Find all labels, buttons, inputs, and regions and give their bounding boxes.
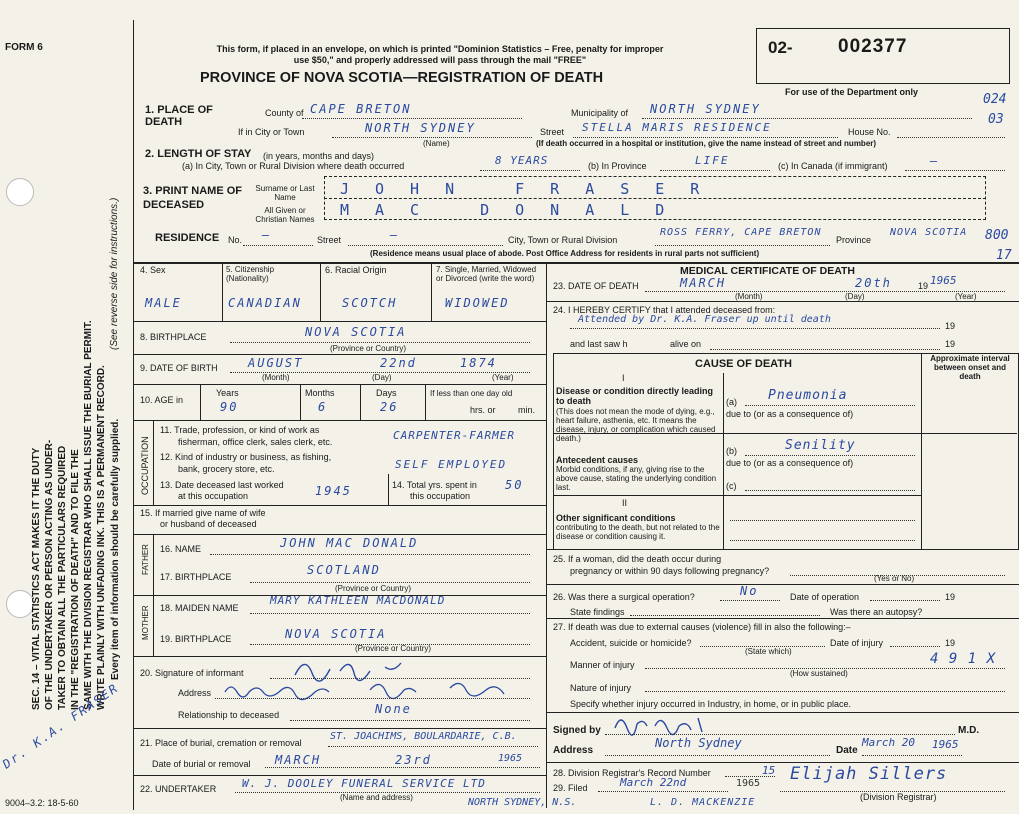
age-years-label: Years (216, 388, 239, 398)
q25-label: 25. If a woman, did the death occur during (553, 554, 722, 564)
side-text-line4: IN THE "REGISTRATION OF DEATH" AND TO FILE THE (70, 449, 81, 710)
age-div-3 (425, 385, 426, 420)
occupation-13b-label: at this occupation (178, 491, 249, 501)
address-line (605, 755, 830, 756)
q28-label: 28. Division Registrar's Record Number (553, 768, 711, 778)
city-value: NORTH SYDNEY (365, 121, 476, 135)
punch-hole-top (6, 178, 34, 206)
q26-date-line (870, 600, 940, 601)
center-divider (546, 263, 547, 808)
death-date-label: 23. DATE OF DEATH (553, 281, 639, 291)
roman-1: I (622, 373, 625, 383)
occupation-14-value: 50 (505, 478, 524, 492)
death-date-day: 20th (855, 276, 892, 290)
date-injury-line (890, 646, 940, 647)
residence-city-line (655, 245, 830, 246)
city-label: If in City or Town (238, 127, 305, 137)
q26-line (720, 600, 780, 601)
occupation-12-label: 12. Kind of industry or business, as fishing, (160, 452, 332, 462)
other-line-2 (730, 540, 915, 541)
county-line (302, 118, 522, 119)
county-label: County of (265, 108, 304, 118)
dept-code-4: 17 (996, 248, 1012, 263)
mother-side-div (153, 596, 154, 656)
residence-city-value: ROSS FERRY, CAPE BRETON (660, 227, 822, 238)
dob-year: 1874 (460, 356, 497, 370)
row9-bottom (134, 384, 546, 385)
stay-b-line (660, 170, 770, 171)
dept-code-1: 024 (983, 92, 1007, 107)
mother-bp-label: 19. BIRTHPLACE (160, 634, 232, 644)
q26-date-label: Date of operation (790, 592, 860, 602)
state-which-caption: (State which) (745, 647, 792, 656)
other-conditions-note: contributing to the death, but not related to the disease or condition causing it. (556, 523, 720, 541)
age-label: 10. AGE in (140, 395, 184, 405)
address-label: Address (553, 745, 594, 756)
nature-label: Nature of injury (570, 683, 632, 693)
cause-b-due: due to (or as a consequence of) (726, 458, 854, 468)
disease-label: Disease or condition directly leading to death (556, 386, 714, 406)
date-label: Date (836, 745, 858, 756)
date-injury-year-prefix: 19 (945, 638, 956, 648)
occupation-13-value: 1945 (315, 484, 352, 498)
race-label: 6. Racial Origin (325, 265, 387, 275)
q25-yes-no: (Yes or No) (874, 574, 915, 583)
side-text-line7: (See reverse side for instructions.) (109, 197, 120, 350)
antecedent-label: Antecedent causes (556, 455, 639, 465)
stay-label: 2. LENGTH OF STAY (145, 148, 252, 160)
certify-label: 24. I HEREBY CERTIFY that I attended deceased from: (553, 305, 776, 315)
residence-prov-label: Province (836, 235, 872, 245)
city-name-caption: (Name) (423, 139, 450, 148)
certify-line (570, 328, 940, 329)
birthplace-label: 8. BIRTHPLACE (140, 332, 207, 342)
father-bp-caption: (Province or Country) (335, 584, 412, 593)
death-date-line (645, 291, 1005, 292)
physician-signature (610, 710, 720, 736)
age-div-1 (300, 385, 301, 420)
cause-a-line (745, 405, 915, 406)
burial-date-year: 1965 (498, 753, 523, 764)
registrar-name: L. D. MACKENZIE (650, 797, 756, 808)
autopsy-label: Was there an autopsy? (830, 607, 923, 617)
mother-side-label: MOTHER (141, 605, 150, 640)
residence-no-label: No. (228, 235, 243, 245)
burial-date-month: MARCH (275, 753, 322, 767)
municipality-label: Municipality of (571, 108, 629, 118)
age-min-label: min. (518, 405, 536, 415)
q26-label: 26. Was there a surgical operation? (553, 592, 695, 602)
occupation-11-label: 11. Trade, profession, or kind of work as (160, 425, 320, 435)
stay-c-label: (c) In Canada (if immigrant) (778, 161, 888, 171)
q29-line (598, 791, 728, 792)
informant-bottom (134, 728, 546, 729)
footer-code: 9004–3.2: 18-5-60 (5, 798, 79, 808)
physician-date: March 20 (862, 736, 915, 749)
date-line (862, 755, 962, 756)
row4-div-1 (222, 263, 223, 321)
page-title: PROVINCE OF NOVA SCOTIA—REGISTRATION OF DEATH (200, 70, 604, 86)
punch-hole-bottom (6, 590, 34, 618)
occupation-side-label: OCCUPATION (140, 436, 150, 495)
stay-b-value: LIFE (695, 154, 730, 167)
county-value: CAPE BRETON (310, 102, 412, 116)
row4-div-3 (431, 263, 432, 321)
certify-year-prefix-1: 19 (945, 321, 956, 331)
sex-value: MALE (145, 296, 182, 310)
occupation-11-value: CARPENTER-FARMER (393, 429, 515, 442)
stay-c-value: — (930, 154, 940, 168)
relationship-line (290, 720, 530, 721)
death-day-caption: (Day) (845, 292, 865, 301)
side-text-line1: SEC. 14 – VITAL STATISTICS ACT MAKES IT THE DUTY (31, 447, 42, 710)
residence-street-value: — (390, 228, 400, 242)
certify-line-2 (710, 349, 940, 350)
stay-sub: (in years, months and days) (263, 151, 375, 161)
signed-by-label: Signed by (553, 725, 601, 736)
age-months-value: 6 (318, 400, 328, 414)
physician-address: North Sydney (655, 736, 742, 750)
row15-bottom (134, 534, 546, 535)
dob-year-caption: (Year) (492, 373, 514, 382)
cause-row-ii-top (553, 495, 921, 496)
cause-title: CAUSE OF DEATH (695, 358, 792, 370)
mother-name-line (250, 613, 530, 614)
cause-row-a-bottom (553, 433, 1017, 434)
medical-title: MEDICAL CERTIFICATE OF DEATH (680, 265, 855, 277)
cause-a-label: (a) (726, 397, 737, 407)
row8-bottom (134, 354, 546, 355)
side-text-line2: OF THE UNDERTAKER OR PERSON ACTING AS UNDER- (44, 439, 55, 710)
registrar-signature: Elijah Sillers (790, 764, 948, 784)
signature-bottom (547, 762, 1019, 763)
residence-street-line (348, 245, 503, 246)
occupation-12b-label: bank, grocery store, etc. (178, 464, 275, 474)
dob-day-caption: (Day) (372, 373, 392, 382)
cause-box-bottom (547, 549, 1019, 550)
residence-note: (Residence means usual place of abode. Post Office Address for residents in rural parts not sufficient) (370, 249, 760, 258)
med-row23-bottom (547, 301, 1019, 302)
dept-code-2: 03 (988, 112, 1004, 127)
death-date-year: 1965 (930, 274, 957, 287)
occupation-13-label: 13. Date deceased last worked (160, 480, 284, 490)
disease-note: (This does not mean the mode of dying, e.g., heart failure, asthenia, etc. It means the disease, injury, or complication which caused death.) (556, 407, 716, 443)
cause-b-value: Senility (785, 438, 856, 453)
cause-b-line (745, 455, 915, 456)
signed-by-line (605, 734, 955, 735)
street-line (573, 137, 838, 138)
house-label: House No. (848, 127, 891, 137)
age-days-label: Days (376, 388, 397, 398)
occupation-11b-label: fisherman, office clerk, sales clerk, etc. (178, 437, 333, 447)
cause-b-label: (b) (726, 446, 737, 456)
date-injury-label: Date of injury (830, 638, 884, 648)
surname-value: JOHN FRASER (340, 180, 726, 198)
stay-a-line (480, 170, 580, 171)
occupation-14-div (388, 474, 389, 505)
side-text-line6: WRITE PLAINLY WITH UNFADING INK. THIS IS A PERMANENT RECORD. (96, 365, 107, 710)
age-years-value: 90 (220, 400, 239, 414)
burial-place-label: 21. Place of burial, cremation or removal (140, 738, 302, 748)
left-border (133, 20, 134, 810)
father-name-label: 16. NAME (160, 544, 202, 554)
dept-code-3: 800 (985, 228, 1009, 243)
municipality-value: NORTH SYDNEY (650, 102, 761, 116)
wife-label-1: 15. If married give name of wife (140, 508, 266, 518)
age-hrs-label: hrs. or (470, 405, 496, 415)
q28-line (725, 776, 775, 777)
marital-value: WIDOWED (445, 296, 510, 310)
envelope-note-1: This form, if placed in an envelope, on which is printed "Dominion Statistics – Free, penalty for improper (216, 44, 664, 54)
marital-label: 7. Single, Married, Widowed or Divorced (write the word) (436, 265, 537, 283)
hospital-note: (If death occurred in a hospital or institution, give the name instead of street and number) (536, 139, 877, 148)
nature-line (645, 691, 1005, 692)
relationship-label: Relationship to deceased (178, 710, 280, 720)
age-months-label: Months (305, 388, 335, 398)
father-bp-value: SCOTLAND (307, 563, 381, 577)
certify-year-prefix-2: 19 (945, 339, 956, 349)
undertaker-label: 22. UNDERTAKER (140, 784, 217, 794)
undertaker-value: W. J. DOOLEY FUNERAL SERVICE LTD (242, 777, 486, 790)
cause-interval-div (921, 353, 922, 549)
municipality-line (642, 118, 972, 119)
section-divider-top (134, 262, 1019, 264)
specify-label: Specify whether injury occurred in Industry, in home, or in public place. (570, 699, 851, 709)
certify-value: Attended by Dr. K.A. Fraser up until death (578, 314, 831, 325)
state-findings-line (630, 615, 820, 616)
birthplace-value: NOVA SCOTIA (305, 325, 407, 339)
father-name-line (210, 554, 530, 555)
other-conditions-label: Other significant conditions (556, 513, 676, 523)
burial-date-line (265, 767, 540, 768)
death-date-year-prefix: 19 (918, 281, 929, 291)
age-less-label: If less than one day old (430, 389, 513, 398)
side-text-line8: Every item of information should be carefully supplied. (110, 418, 121, 680)
residence-no-line (243, 245, 313, 246)
street-value: STELLA MARIS RESIDENCE (582, 121, 772, 134)
state-findings-label: State findings (570, 607, 625, 617)
cause-c-line (745, 490, 915, 491)
mother-name-value: MARY KATHLEEN MACDONALD (270, 594, 446, 607)
given-name-value: MAC DONALD (340, 201, 691, 219)
occupation-14b-label: this occupation (410, 491, 471, 501)
sex-label: 4. Sex (140, 265, 166, 275)
place-label: 1. PLACE OF DEATH (145, 104, 213, 128)
informant-address-label: Address (178, 688, 212, 698)
residence-no-value: — (262, 228, 272, 242)
birthplace-caption: (Province or Country) (330, 344, 407, 353)
stay-c-line (905, 170, 1005, 171)
q26-value: No (740, 584, 759, 598)
mother-bp-caption: (Province or Country) (355, 644, 432, 653)
given-label: All Given or Christian Names (255, 206, 315, 224)
birthplace-line (230, 342, 530, 343)
undertaker-caption: (Name and address) (340, 793, 413, 802)
race-value: SCOTCH (342, 296, 398, 310)
side-text-line5: SAME WITH THE DIVISION REGISTRAR WHO SHALL ISSUE THE BURIAL PERMIT. (83, 320, 94, 710)
physician-date-year: 1965 (932, 738, 959, 751)
father-side-label: FATHER (141, 544, 150, 575)
row4-div-2 (320, 263, 321, 321)
undertaker-value-2: NORTH SYDNEY, N.S. (468, 797, 577, 808)
q27-label: 27. If death was due to external causes (violence) fill in also the following:– (553, 622, 851, 632)
certify-last-saw: and last saw h (570, 339, 628, 349)
surname-label: Surname or Last Name (255, 184, 315, 202)
dob-label: 9. DATE OF BIRTH (140, 363, 218, 373)
residence-city-label: City, Town or Rural Division (508, 235, 618, 245)
antecedent-note: Morbid conditions, if any, giving rise to the above cause, stating the underlying condition last. (556, 465, 717, 492)
name-label: 3. PRINT NAME OF DECEASED (143, 185, 243, 211)
informant-sig-label: 20. Signature of informant (140, 668, 244, 678)
q29-label: 29. Filed (553, 783, 588, 793)
age-div-2 (360, 385, 361, 420)
father-side-div (153, 535, 154, 595)
side-text-line3: TAKER TO OBTAIN ALL THE PARTICULARS REQUIRED (57, 445, 68, 710)
envelope-note-2: use $50," and properly addressed will pass through the mail "FREE" (293, 55, 587, 65)
citizenship-label: 5. Citizenship (Nationality) (226, 265, 275, 283)
q25b-label: pregnancy or within 90 days following pregnancy? (570, 566, 770, 576)
division-registrar-caption: (Division Registrar) (860, 792, 937, 802)
cause-a-value: Pneumonia (768, 388, 848, 403)
how-sustained-caption: (How sustained) (790, 669, 848, 678)
residence-prov-value: NOVA SCOTIA (890, 227, 968, 238)
father-bp-label: 17. BIRTHPLACE (160, 572, 232, 582)
occupation-14-label: 14. Total yrs. spent in (392, 480, 477, 490)
interval-title: Approximate interval between onset and death (930, 354, 1010, 381)
informant-address-line (215, 698, 530, 699)
certify-alive-on: alive on (670, 339, 702, 349)
stay-a-value: 8 YEARS (495, 154, 549, 167)
burial-date-label: Date of burial or removal (152, 759, 251, 769)
burial-date-day: 23rd (395, 753, 432, 767)
cause-c-label: (c) (726, 481, 737, 491)
manner-value: 4 9 1 X (930, 651, 997, 667)
cause-label-div (723, 373, 724, 549)
q28-value: 15 (762, 764, 776, 777)
death-year-caption: (Year) (955, 292, 977, 301)
row10-bottom (134, 420, 546, 421)
age-days-value: 26 (380, 400, 399, 414)
wife-label-2: or husband of deceased (160, 519, 257, 529)
burial-bottom (134, 775, 546, 776)
dob-day: 22nd (380, 356, 417, 370)
house-line (897, 137, 1005, 138)
other-line-1 (730, 520, 915, 521)
row4-bottom (134, 321, 546, 322)
residence-label: RESIDENCE (155, 232, 220, 244)
relationship-value: None (375, 702, 412, 716)
citizenship-value: CANADIAN (228, 296, 302, 310)
q26-bottom (547, 618, 1019, 619)
accident-label: Accident, suicide or homicide? (570, 638, 692, 648)
q29-year: 1965 (736, 778, 761, 789)
burial-place-line (328, 746, 538, 747)
q29-value: March 22nd (620, 776, 687, 789)
age-div-0 (200, 385, 201, 420)
registration-number: 002377 (838, 36, 908, 57)
burial-place-value: ST. JOACHIMS, BOULARDARIE, C.B. (330, 731, 517, 742)
row14-bottom (134, 505, 546, 506)
stay-b-label: (b) In Province (588, 161, 647, 171)
occupation-12-value: SELF EMPLOYED (395, 458, 508, 471)
death-month-caption: (Month) (735, 292, 763, 301)
registration-prefix: 02- (768, 38, 793, 57)
manner-label: Manner of injury (570, 660, 635, 670)
side-handwritten: Dr. K.A. FRASER (0, 680, 122, 772)
residence-street-label: Street (317, 235, 342, 245)
name-box-divider (324, 198, 986, 199)
city-line (332, 137, 532, 138)
occupation-side-div (153, 421, 154, 505)
md-label: M.D. (958, 725, 980, 736)
roman-2: II (622, 498, 628, 508)
q26-year-prefix: 19 (945, 592, 956, 602)
father-bp-line (250, 582, 530, 583)
stay-a-label: (a) In City, Town or Rural Division where death occurred (182, 161, 405, 171)
mother-bp-value: NOVA SCOTIA (285, 627, 387, 641)
form-label: FORM 6 (5, 42, 43, 53)
death-date-month: MARCH (680, 276, 727, 290)
cause-a-due: due to (or as a consequence of) (726, 409, 854, 419)
dept-use-label: For use of the Department only (785, 87, 919, 97)
dob-month-caption: (Month) (262, 373, 290, 382)
father-name-value: JOHN MAC DONALD (280, 536, 419, 550)
dob-month: AUGUST (248, 356, 304, 370)
q25-bottom (547, 584, 1019, 585)
street-label: Street (540, 127, 565, 137)
mother-name-label: 18. MAIDEN NAME (160, 603, 239, 613)
